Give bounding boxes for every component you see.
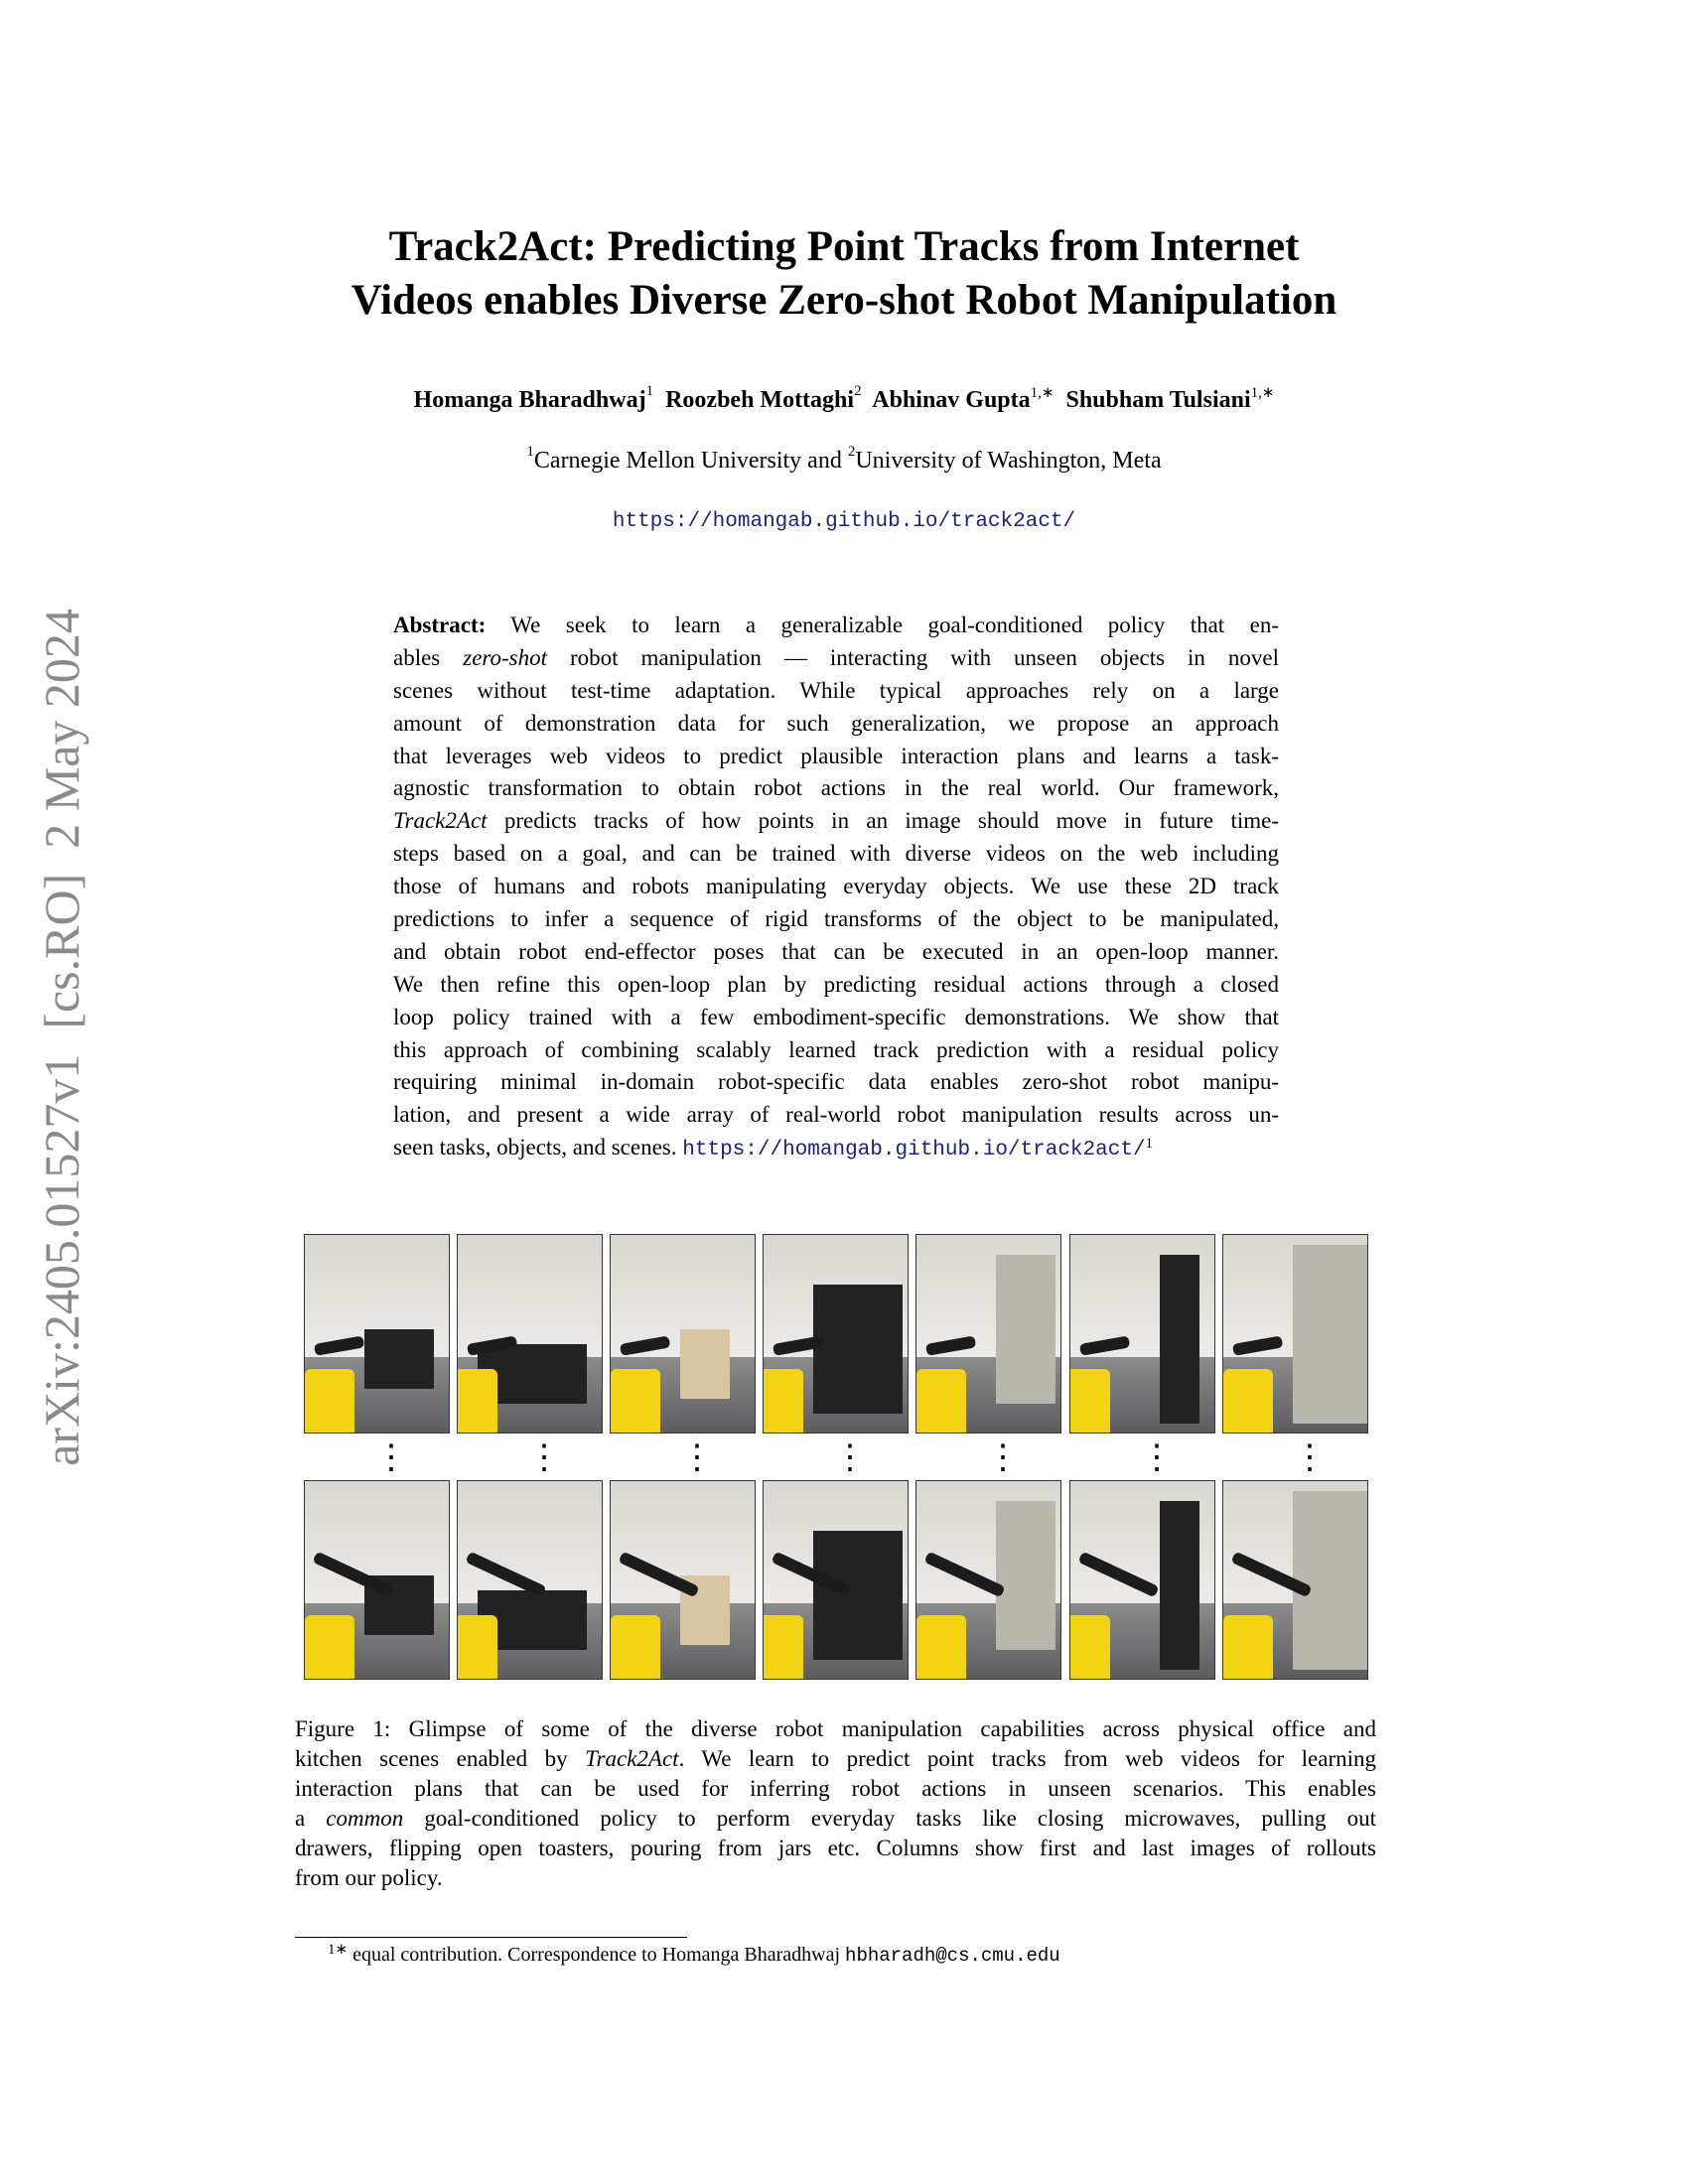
text-line — [393, 1099, 1279, 1132]
figure-caption — [295, 1714, 1376, 1893]
text-span: requiring minimal in-domain robot-specific data enables zero-shot robot manipu- — [393, 1069, 1279, 1095]
footnote-divider — [295, 1937, 687, 1938]
text-line — [393, 871, 1279, 903]
text-span: and obtain robot end-effector poses that can be executed in an open-loop manner. — [393, 938, 1279, 964]
project-url-link[interactable]: https://homangab.github.io/track2act/ — [612, 510, 1076, 533]
ellipsis-dots: ⋮ — [527, 1439, 561, 1476]
ellipsis-dots: ⋮ — [986, 1439, 1020, 1476]
text-line — [393, 1066, 1279, 1099]
affiliations — [0, 444, 1688, 475]
affil-uw-meta: University of Washington, Meta — [855, 448, 1162, 474]
author: Abhinav Gupta — [872, 387, 1031, 413]
rollout-last-frame — [610, 1480, 756, 1680]
arxiv-side-stamp: arXiv:2405.01527v1 [cs.RO] 2 May 2024 — [34, 609, 89, 1466]
rollout-first-frame — [304, 1234, 450, 1433]
text-line — [393, 1002, 1279, 1034]
text-line — [393, 610, 1279, 642]
rollout-last-frame — [1069, 1480, 1215, 1680]
author-affil-mark: 1,∗ — [1250, 385, 1275, 401]
rollout-first-frame — [763, 1234, 909, 1433]
text-span: scenes without test-time adaptation. While typical approaches rely on a large — [393, 677, 1279, 703]
abstract — [393, 610, 1279, 1164]
footnote-mark: 1∗ — [328, 1942, 349, 1958]
footnote — [328, 1944, 1060, 1967]
author: Roozbeh Mottaghi — [665, 387, 855, 413]
text-span: a — [295, 1806, 327, 1831]
rollout-first-frame — [610, 1234, 756, 1433]
text-span: We then refine this open-loop plan by predicting residual actions through a closed — [393, 971, 1279, 997]
text-line — [393, 969, 1279, 1002]
text-line — [295, 1744, 1376, 1774]
text-span: zero-shot — [463, 644, 548, 670]
rollout-last-frame — [915, 1480, 1061, 1680]
author: Shubham Tulsiani — [1065, 387, 1251, 413]
affil-cmu: Carnegie Mellon University and — [533, 448, 848, 474]
text-span: robot manipulation — interacting with unseen objects in novel — [547, 644, 1279, 670]
text-span: kitchen scenes enabled by — [295, 1746, 586, 1771]
text-span: predicts tracks of how points in an image should move in future time- — [487, 808, 1279, 834]
text-line — [295, 1834, 1376, 1863]
text-span: Figure 1: Glimpse of some of the diverse robot manipulation capabilities across physical office and — [295, 1716, 1376, 1741]
text-line — [393, 805, 1279, 838]
footnote-email[interactable]: hbharadh@cs.cmu.edu — [845, 1945, 1060, 1967]
text-span: from our policy. — [295, 1865, 443, 1890]
text-line — [295, 1863, 1376, 1893]
footnote-text: equal contribution. Correspondence to Homanga Bharadhwaj — [348, 1944, 846, 1966]
title-line-2: Videos enables Diverse Zero-shot Robot Manipulation — [351, 277, 1337, 324]
rollout-last-frame — [763, 1480, 909, 1680]
rollout-last-frame — [457, 1480, 603, 1680]
text-line — [393, 1132, 1279, 1164]
text-line — [393, 838, 1279, 871]
text-span: seen tasks, objects, and scenes. — [393, 1135, 683, 1160]
text-line — [295, 1804, 1376, 1834]
author-affil-mark: 2 — [854, 383, 862, 399]
title-line-1: Track2Act: Predicting Point Tracks from Internet — [388, 223, 1300, 270]
text-span: goal-conditioned policy to perform everyday tasks like closing microwaves, pulling out — [403, 1806, 1376, 1831]
rollout-first-frame — [1222, 1234, 1368, 1433]
text-span: agnostic transformation to obtain robot actions in the real world. Our framework, — [393, 775, 1279, 801]
text-span: those of humans and robots manipulating everyday objects. We use these 2D track — [393, 874, 1279, 899]
text-line — [295, 1714, 1376, 1744]
text-span: steps based on a goal, and can be trained with diverse videos on the web including — [393, 841, 1279, 867]
text-span: common — [326, 1806, 404, 1831]
abstract-label: Abstract: — [393, 613, 487, 637]
author-list — [0, 383, 1688, 414]
rollout-first-frame — [915, 1234, 1061, 1433]
rollout-first-frame — [1069, 1234, 1215, 1433]
text-line — [393, 708, 1279, 741]
footnote-ref[interactable]: 1 — [1145, 1136, 1154, 1153]
rollout-last-frame — [304, 1480, 450, 1680]
text-span: ables — [393, 644, 464, 670]
rollout-last-frame — [1222, 1480, 1368, 1680]
rollout-first-frame — [457, 1234, 603, 1433]
text-span: drawers, flipping open toasters, pouring from jars etc. Columns show first and last images of rollouts — [295, 1836, 1376, 1860]
text-span: Track2Act — [585, 1746, 679, 1771]
text-span: lation, and present a wide array of real-world robot manipulation results across un- — [393, 1102, 1279, 1128]
text-span: . We learn to predict point tracks from web videos for learning — [678, 1746, 1376, 1771]
author-affil-mark: 1,∗ — [1030, 385, 1055, 401]
text-line — [393, 772, 1279, 805]
text-span: Track2Act — [393, 808, 488, 834]
text-span: that leverages web videos to predict plausible interaction plans and learns a task- — [393, 743, 1279, 768]
paper-title — [0, 220, 1688, 328]
text-line — [393, 642, 1279, 675]
text-line — [393, 675, 1279, 708]
text-line — [393, 936, 1279, 969]
ellipsis-dots: ⋮ — [680, 1439, 714, 1476]
ellipsis-dots: ⋮ — [374, 1439, 408, 1476]
text-span: interaction plans that can be used for inferring robot actions in unseen scenarios. This enables — [295, 1776, 1376, 1801]
text-span: predictions to infer a sequence of rigid transforms of the object to be manipulated, — [393, 906, 1279, 932]
text-span: We seek to learn a generalizable goal-conditioned policy that en- — [486, 613, 1279, 637]
ellipsis-dots: ⋮ — [1293, 1439, 1327, 1476]
ellipsis-dots: ⋮ — [833, 1439, 867, 1476]
text-line — [393, 741, 1279, 773]
project-url-link[interactable]: https://homangab.github.io/track2act/ — [682, 1139, 1146, 1162]
author-affil-mark: 1 — [645, 383, 654, 399]
text-line — [393, 903, 1279, 936]
affil-mark: 2 — [847, 444, 856, 460]
author: Homanga Bharadhwaj — [413, 387, 646, 413]
text-span: this approach of combining scalably learned track prediction with a residual policy — [393, 1036, 1279, 1062]
affil-mark: 1 — [526, 444, 534, 460]
text-line — [393, 1034, 1279, 1067]
text-span: loop policy trained with a few embodiment-specific demonstrations. We show that — [393, 1004, 1279, 1029]
text-line — [295, 1774, 1376, 1804]
text-span: amount of demonstration data for such generalization, we propose an approach — [393, 710, 1279, 736]
ellipsis-dots: ⋮ — [1140, 1439, 1174, 1476]
